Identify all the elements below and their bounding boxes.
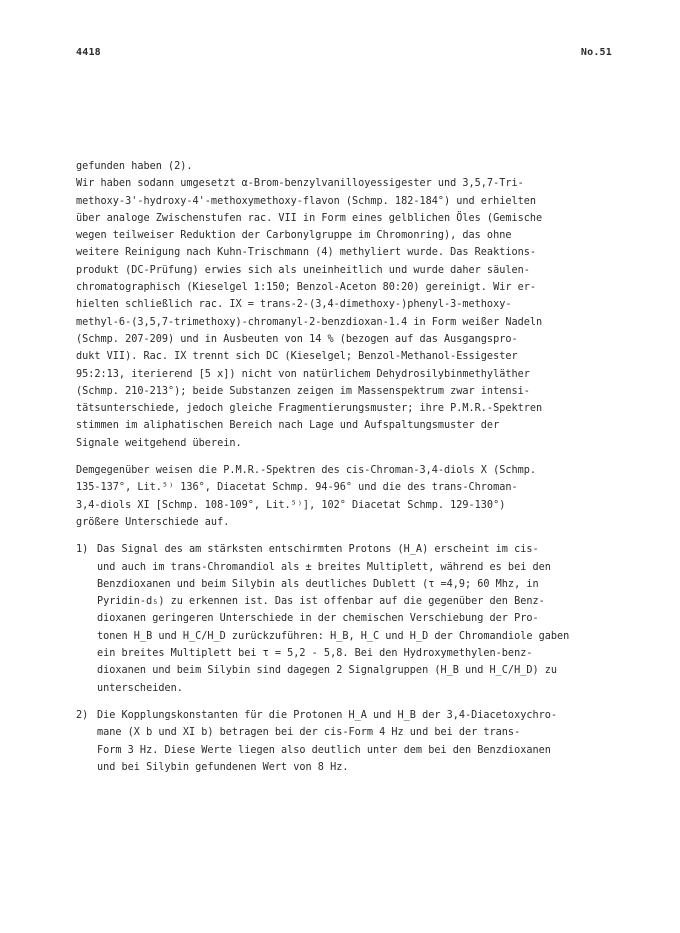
text-line: Pyridin-d₅) zu erkennen ist. Das ist offenbar auf die gegenüber den Benz- bbox=[97, 596, 545, 608]
text-line: größere Unterschiede auf. bbox=[76, 516, 230, 528]
text-line: wegen teilweiser Reduktion der Carbonylgruppe im Chromonring), das ohne bbox=[76, 230, 512, 242]
text-line: ein breites Multiplett bei τ = 5,2 - 5,8. Bei den Hydroxymethylen-benz- bbox=[97, 648, 533, 660]
text-line: und bei Silybin gefundenen Wert von 8 Hz. bbox=[97, 761, 349, 773]
text-line: dioxanen geringeren Unterschiede in der chemischen Verschiebung der Pro- bbox=[97, 613, 539, 625]
paragraph-spacer bbox=[76, 452, 611, 462]
page-number: 4418 bbox=[76, 47, 101, 58]
text-line: stimmen im aliphatischen Bereich nach Lage und Aufspaltungsmuster der bbox=[76, 420, 500, 432]
text-line: Das Signal des am stärksten entschirmten Protons (H_A) erscheint im cis- bbox=[97, 544, 539, 556]
text-line: dioxanen und beim Silybin sind dagegen 2 Signalgruppen (H_B und H_C/H_D) zu bbox=[97, 665, 558, 677]
paragraph-spacer bbox=[76, 697, 611, 707]
text-line: produkt (DC-Prüfung) erwies sich als uneinheitlich und wurde daher säulen- bbox=[76, 264, 530, 276]
text-line: hielten schließlich rac. IX = trans-2-(3,4-dimethoxy-)phenyl-3-methoxy- bbox=[76, 299, 512, 311]
list-number: 1) bbox=[76, 544, 89, 556]
text-line: über analoge Zwischenstufen rac. VII in Form eines gelblichen Öles (Gemische bbox=[76, 212, 543, 224]
text-line: Benzdioxanen und beim Silybin als deutliches Dublett (τ =4,9; 60 Mhz, in bbox=[97, 578, 539, 590]
text-line: Wir haben sodann umgesetzt α-Brom-benzylvanilloyessigester und 3,5,7-Tri- bbox=[76, 178, 524, 190]
journal-issue: No.51 bbox=[580, 47, 612, 58]
text-line: unterscheiden. bbox=[97, 682, 183, 694]
list-item-2 bbox=[76, 707, 611, 776]
text-line: Form 3 Hz. Diese Werte liegen also deutlich unter dem bei den Benzdioxanen bbox=[97, 744, 551, 756]
text-line: methyl-6-(3,5,7-trimethoxy)-chromanyl-2-benzdioxan-1.4 in Form weißer Nadeln bbox=[76, 316, 543, 328]
text-line: (Schmp. 210-213°); beide Substanzen zeigen im Massenspektrum zwar intensi- bbox=[76, 385, 530, 397]
paragraph-comparison bbox=[76, 462, 611, 531]
text-line: Demgegenüber weisen die P.M.R.-Spektren des cis-Chroman-3,4-diols X (Schmp. bbox=[76, 465, 537, 477]
page-body bbox=[76, 158, 611, 776]
text-line: Signale weitgehend überein. bbox=[76, 437, 242, 449]
text-line: und auch im trans-Chromandiol als ± breites Multiplett, während es bei den bbox=[97, 561, 551, 573]
text-line: chromatographisch (Kieselgel 1:150; Benzol-Aceton 80:20) gereinigt. Wir er- bbox=[76, 282, 537, 294]
text-line: methoxy-3'-hydroxy-4'-methoxymethoxy-flavon (Schmp. 182-184°) und erhielten bbox=[76, 195, 537, 207]
paragraph-intro bbox=[76, 158, 611, 175]
text-line: dukt VII). Rac. IX trennt sich DC (Kieselgel; Benzol-Methanol-Essigester bbox=[76, 351, 518, 363]
text-line: weitere Reinigung nach Kuhn-Trischmann (4) methyliert wurde. Das Reaktions- bbox=[76, 247, 537, 259]
list-item-1 bbox=[76, 541, 611, 697]
text-line: tonen H_B und H_C/H_D zurückzuführen: H_B, H_C und H_D der Chromandiole gaben bbox=[97, 630, 570, 642]
text-line: gefunden haben (2). bbox=[76, 161, 193, 172]
text-line: mane (X b und XI b) betragen bei der cis-Form 4 Hz und bei der trans- bbox=[97, 727, 521, 739]
text-line: 95:2:13, iterierend [5 x]) nicht von natürlichem Dehydrosilybinmethyläther bbox=[76, 368, 530, 380]
text-line: (Schmp. 207-209) und in Ausbeuten von 14 % (bezogen auf das Ausgangspro- bbox=[76, 333, 518, 345]
text-line: tätsunterschiede, jedoch gleiche Fragmentierungsmuster; ihre P.M.R.-Spektren bbox=[76, 403, 543, 415]
text-line: 3,4-diols XI [Schmp. 108-109°, Lit.⁵⁾], 102° Diacetat Schmp. 129-130°) bbox=[76, 499, 506, 511]
list-number: 2) bbox=[76, 709, 89, 721]
paragraph-spacer bbox=[76, 531, 611, 541]
text-line: Die Kopplungskonstanten für die Protonen H_A und H_B der 3,4-Diacetoxychro- bbox=[97, 709, 558, 721]
paragraph-synthesis bbox=[76, 175, 611, 452]
text-line: 135-137°, Lit.⁵⁾ 136°, Diacetat Schmp. 94-96° und die des trans-Chroman- bbox=[76, 482, 518, 494]
